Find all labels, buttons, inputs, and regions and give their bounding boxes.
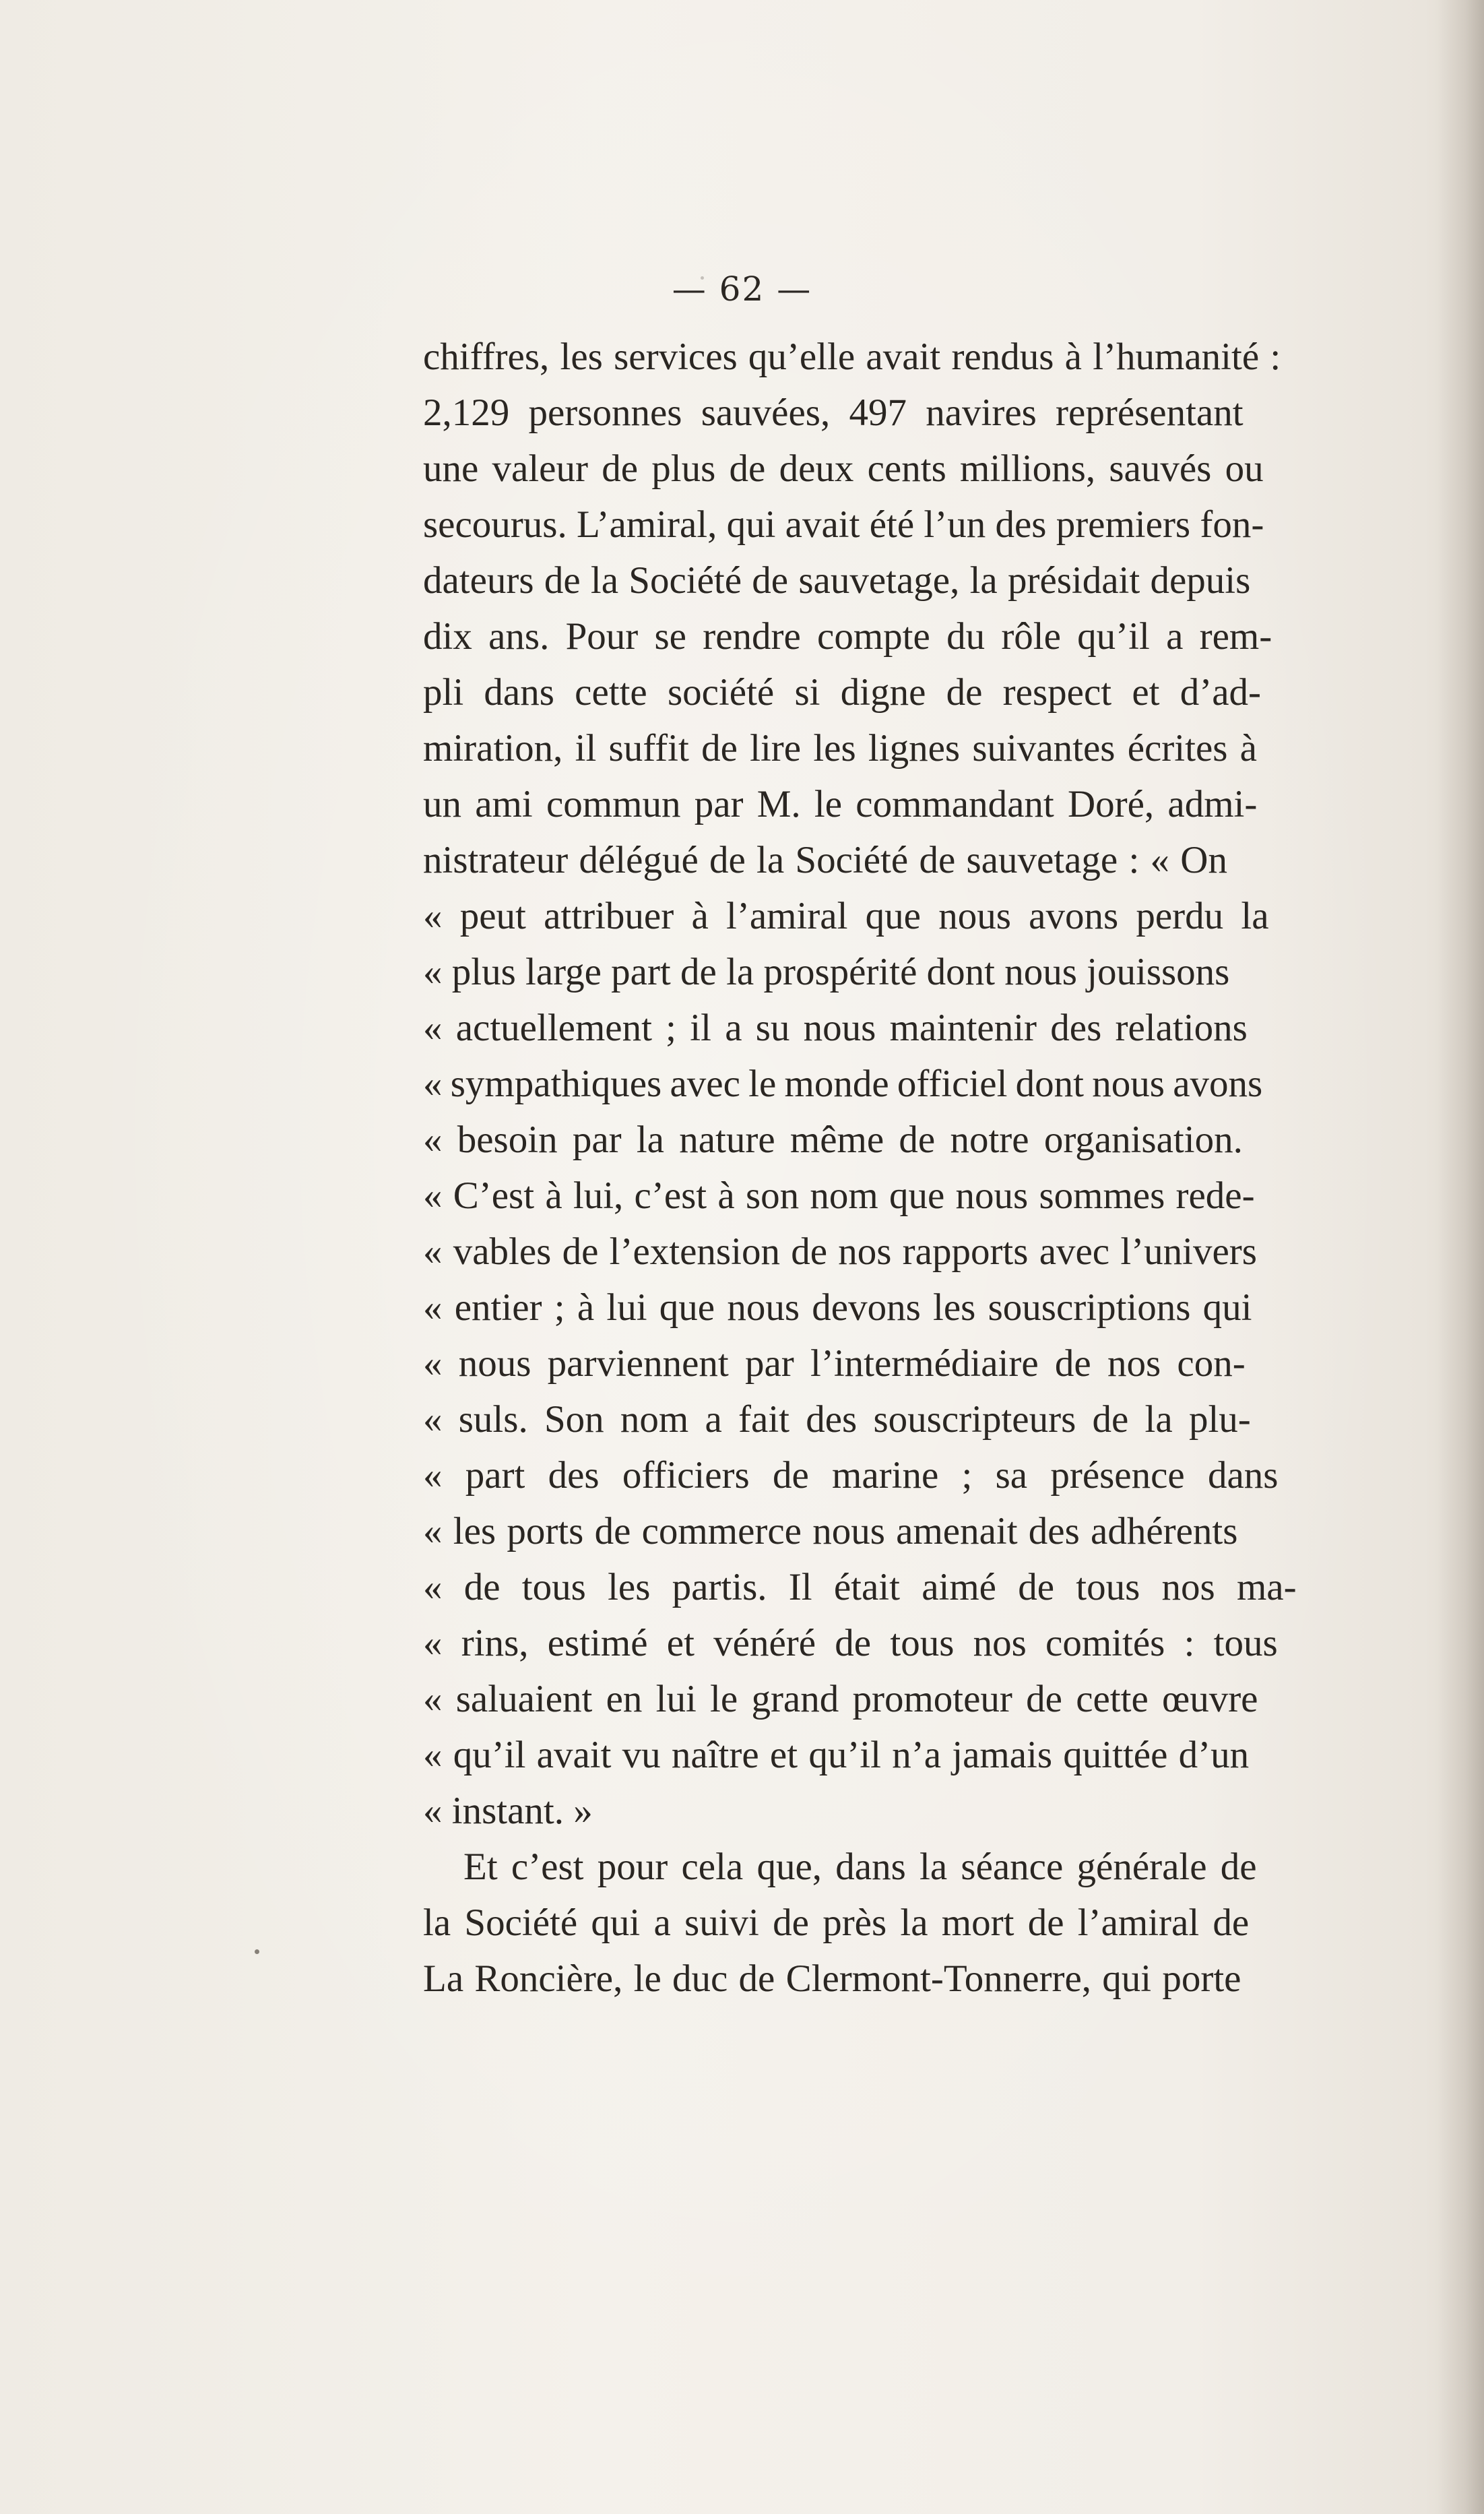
text-line: la Société qui a suivi de près la mort de l’amiral de <box>423 1902 1250 1944</box>
text-line: pli dans cette société si digne de respect et d’ad- <box>423 671 1261 714</box>
text-line: dateurs de la Société de sauvetage, la présidait depuis <box>423 559 1251 602</box>
quoted-line: « instant. » <box>423 1790 593 1832</box>
quoted-line: « de tous les partis. Il était aimé de tous nos ma- <box>423 1566 1297 1608</box>
quoted-line: « part des officiers de marine ; sa présence dans <box>423 1454 1279 1497</box>
quoted-line: « saluaient en lui le grand promoteur de cette œuvre <box>423 1678 1258 1720</box>
quoted-line: « vables de l’extension de nos rapports avec l’univers <box>423 1230 1257 1273</box>
quoted-line: « peut attribuer à l’amiral que nous avons perdu la <box>423 895 1269 937</box>
quoted-line: « C’est à lui, c’est à son nom que nous sommes rede- <box>423 1174 1255 1217</box>
text-line: nistrateur délégué de la Société de sauvetage : « On <box>423 839 1227 881</box>
text-line: 2,129 personnes sauvées, 497 navires représentant <box>423 391 1244 434</box>
quoted-line: « nous parviennent par l’intermédiaire de nos con- <box>423 1342 1246 1385</box>
quoted-line: « qu’il avait vu naître et qu’il n’a jamais quittée d’un <box>423 1734 1250 1776</box>
paragraph-start-line: Et c’est pour cela que, dans la séance générale de <box>463 1846 1257 1888</box>
quoted-line: « les ports de commerce nous amenait des adhérents <box>423 1510 1238 1552</box>
page-edge-shadow <box>1437 0 1484 2514</box>
body-text <box>423 329 1394 2007</box>
quoted-line: « rins, estimé et vénéré de tous nos comités : tous <box>423 1622 1278 1664</box>
text-line: un ami commun par M. le commandant Doré, admi- <box>423 783 1258 825</box>
text-line: La Roncière, le duc de Clermont-Tonnerre, qui porte <box>423 1957 1241 2000</box>
quoted-line: « sympathiques avec le monde officiel dont nous avons <box>423 1063 1263 1105</box>
text-line: secourus. L’amiral, qui avait été l’un des premiers fon- <box>423 503 1264 546</box>
quoted-line: « suls. Son nom a fait des souscripteurs de la plu- <box>423 1398 1251 1441</box>
text-line: une valeur de plus de deux cents millions, sauvés ou <box>423 447 1264 490</box>
text-line: miration, il suffit de lire les lignes suivantes écrites à <box>423 727 1257 769</box>
quoted-line: « entier ; à lui que nous devons les souscriptions qui <box>423 1286 1252 1329</box>
paper-speck <box>255 1949 259 1954</box>
text-line: chiffres, les services qu’elle avait rendus à l’humanité : <box>423 336 1281 378</box>
quoted-line: « actuellement ; il a su nous maintenir des relations <box>423 1007 1248 1049</box>
page-number: — 62 — <box>672 270 812 309</box>
quoted-line: « plus large part de la prospérité dont nous jouissons <box>423 951 1230 993</box>
text-line: dix ans. Pour se rendre compte du rôle qu’il a rem- <box>423 615 1272 658</box>
quoted-line: « besoin par la nature même de notre organisation. <box>423 1119 1243 1161</box>
